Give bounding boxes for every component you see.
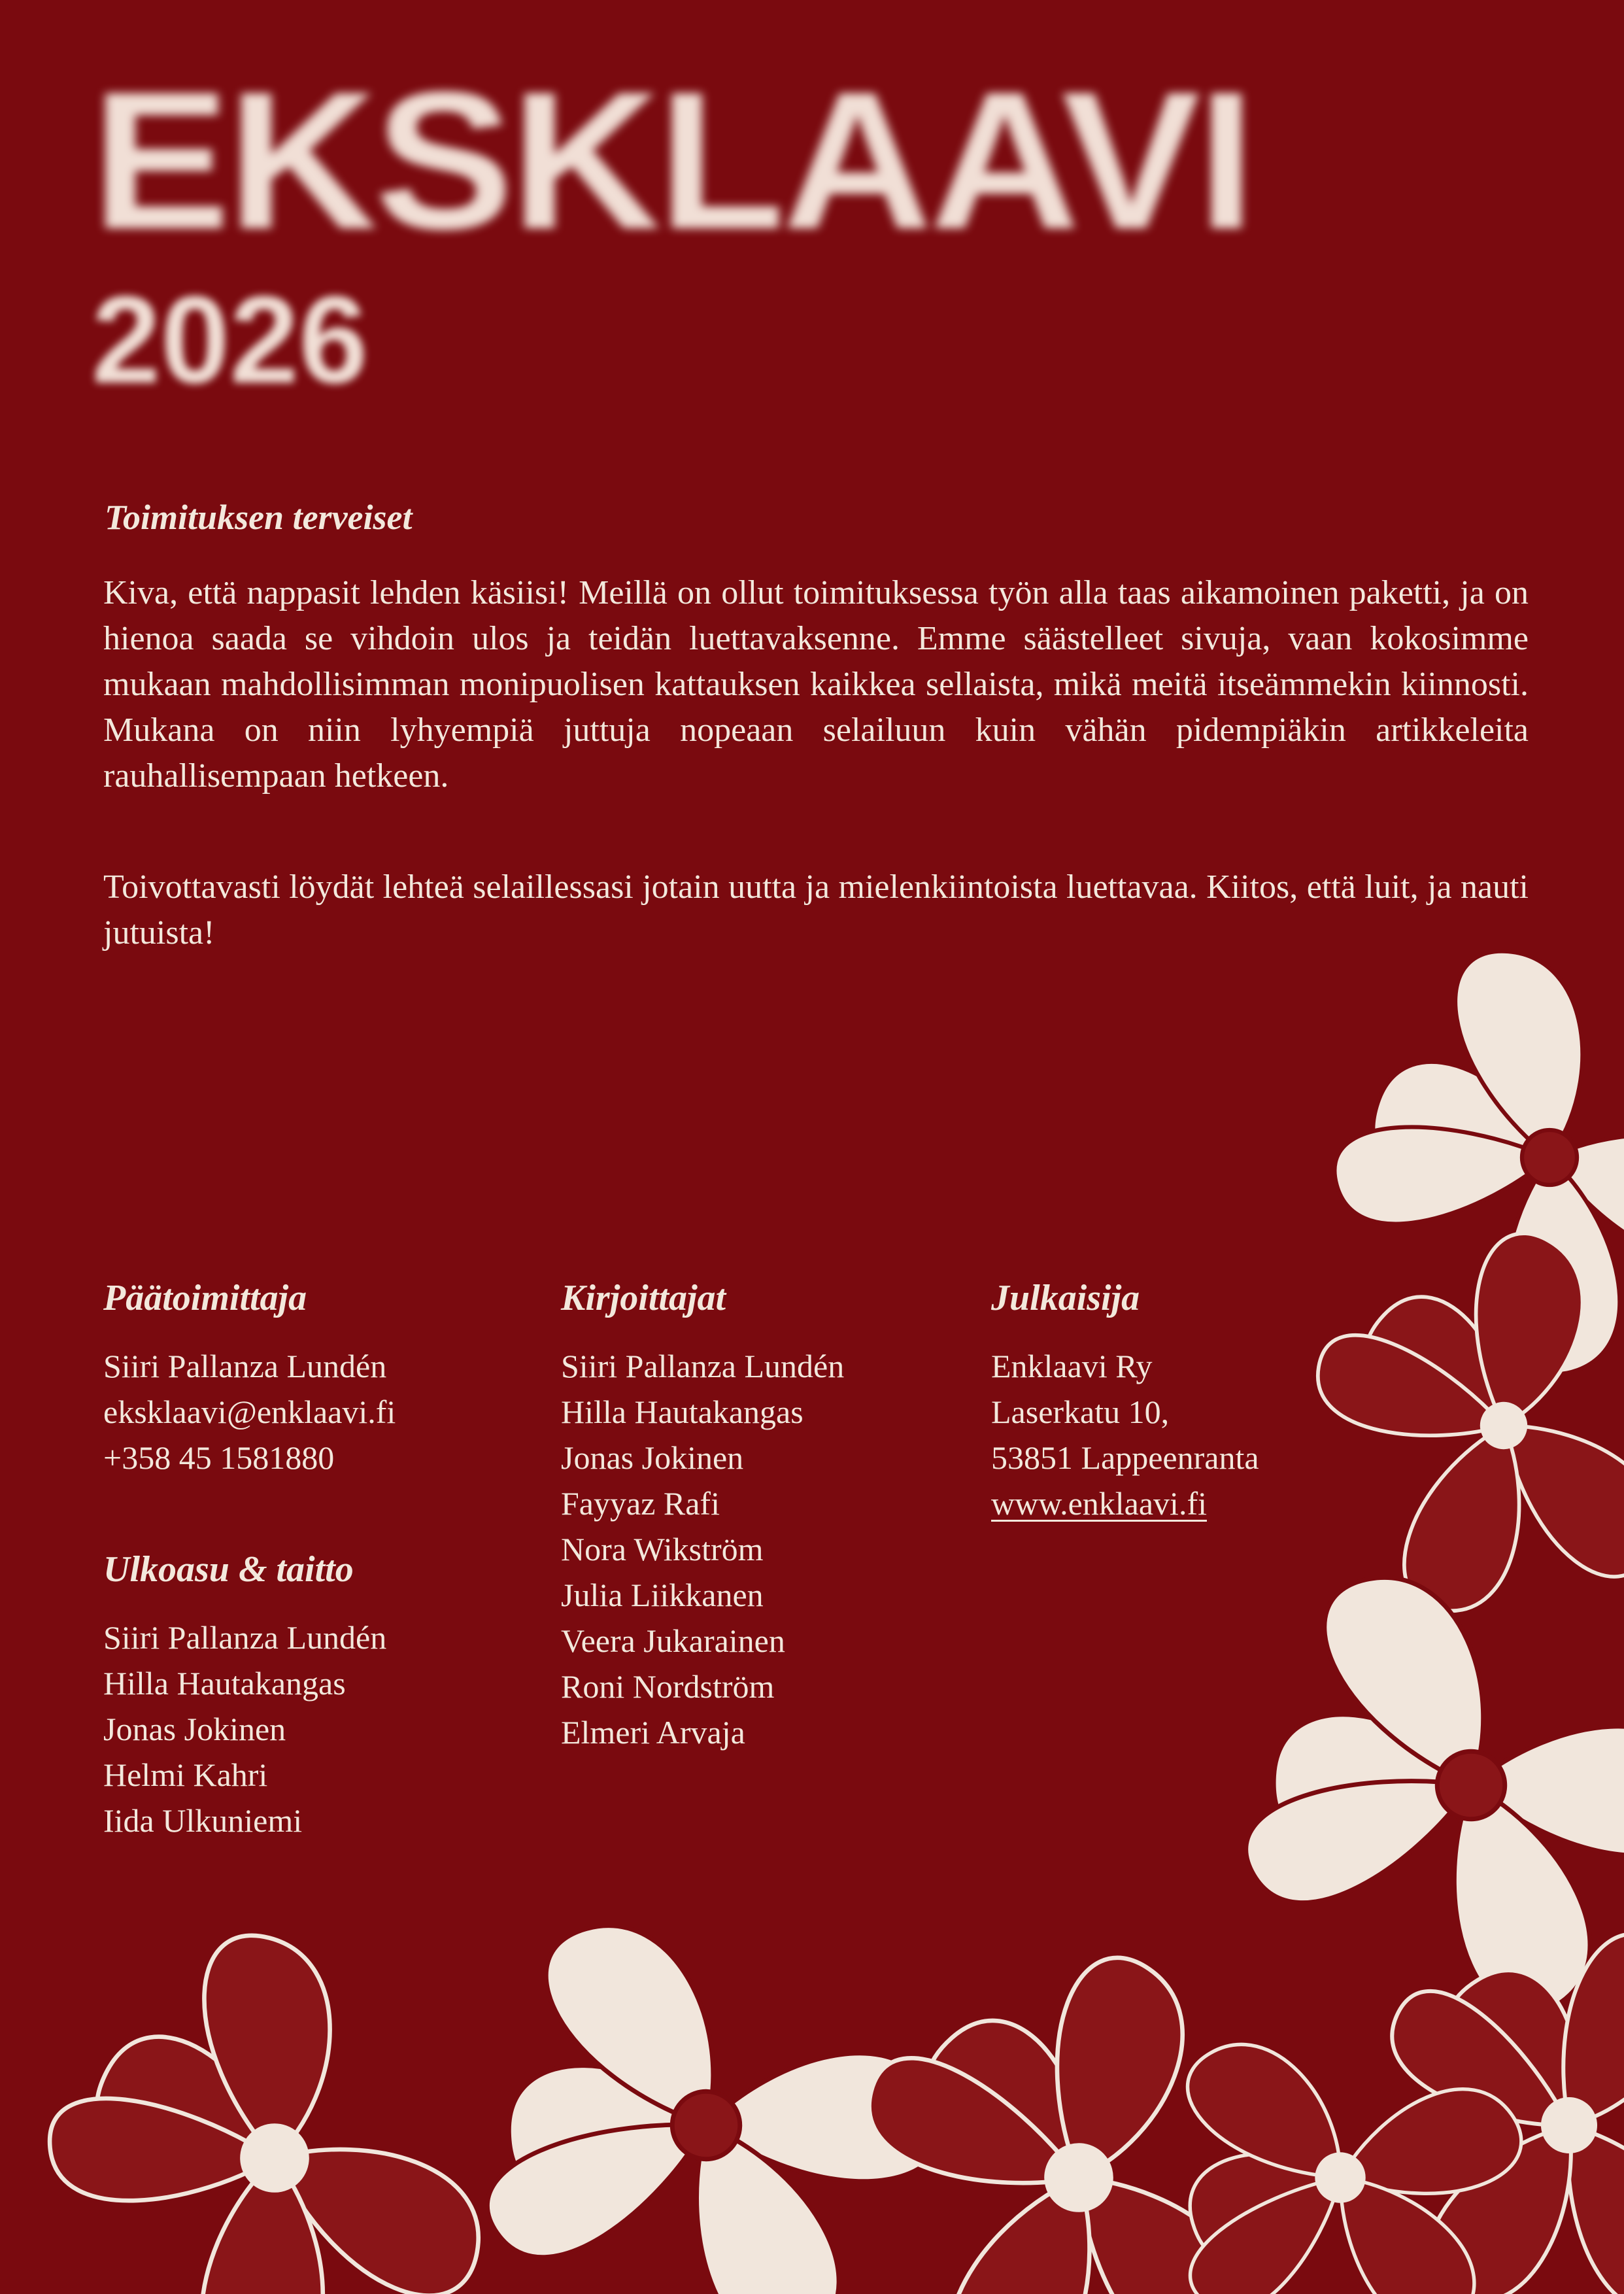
address-line: 53851 Lappeenranta — [991, 1439, 1259, 1476]
credit-line: Helmi Kahri — [103, 1756, 268, 1793]
website-link[interactable]: www.enklaavi.fi — [991, 1485, 1207, 1522]
address-line: Laserkatu 10, — [991, 1394, 1170, 1430]
hibiscus-flower — [14, 1906, 525, 2294]
phone-number: +358 45 1581880 — [103, 1439, 335, 1476]
credit-line: Julia Liikkanen — [561, 1577, 764, 1613]
credit-line: Siiri Pallanza Lundén — [103, 1348, 387, 1384]
hibiscus-flower — [1185, 1509, 1624, 2076]
credit-line: Jonas Jokinen — [103, 1711, 286, 1747]
credits-heading: Julkaisija — [991, 1278, 1140, 1318]
greeting-paragraph: Toivottavasti löydät lehteä selaillessasi jotain uutta ja mielenkiintoista luettavaa. Kiitos, että luit, ja nauti jutuista! — [103, 868, 1529, 951]
credits-heading: Ulkoasu & taitto — [103, 1549, 354, 1590]
credit-line: Elmeri Arvaja — [561, 1714, 745, 1751]
credit-line: Nora Wikström — [561, 1531, 764, 1567]
credit-line: Veera Jukarainen — [561, 1622, 785, 1659]
greeting-heading: Toimituksen terveiset — [105, 498, 413, 537]
credit-line: Siiri Pallanza Lundén — [561, 1348, 845, 1384]
masthead-year: 2026 — [92, 271, 368, 409]
email-address: eksklaavi@enklaavi.fi — [103, 1394, 396, 1430]
credit-line: Roni Nordström — [561, 1668, 775, 1705]
greeting-paragraph: Kiva, että nappasit lehden käsiisi! Meillä on ollut toimituksessa työn alla taas aikamoinen paketti, ja on hienoa saada se vihdoin ulos ja teidän luettavaksenne. Emme säästelleet sivuja, vaan kokosimme mukaan mahdollisimman monipuolisen kattauksen kaikkea sellaista, mikä meitä itseämmekin kiinnosti. Mukana on niin lyhyempiä juttuja nopeaan selailuun kuin vähän pidempiäkin artikkeleita rauhallisempaan hetkeen. — [103, 574, 1529, 795]
credit-line: Iida Ulkuniemi — [103, 1802, 303, 1839]
masthead-title: EKSKLAAVI — [92, 50, 1253, 270]
credit-line: Hilla Hautakangas — [103, 1665, 346, 1702]
credits-heading: Kirjoittajat — [561, 1278, 726, 1318]
credit-line: Siiri Pallanza Lundén — [103, 1619, 387, 1656]
credit-line: Enklaavi Ry — [991, 1348, 1153, 1384]
credit-line: Hilla Hautakangas — [561, 1394, 804, 1430]
credit-line: Fayyaz Rafi — [561, 1485, 720, 1522]
credit-line: Jonas Jokinen — [561, 1439, 744, 1476]
credits-heading: Päätoimittaja — [103, 1278, 307, 1318]
